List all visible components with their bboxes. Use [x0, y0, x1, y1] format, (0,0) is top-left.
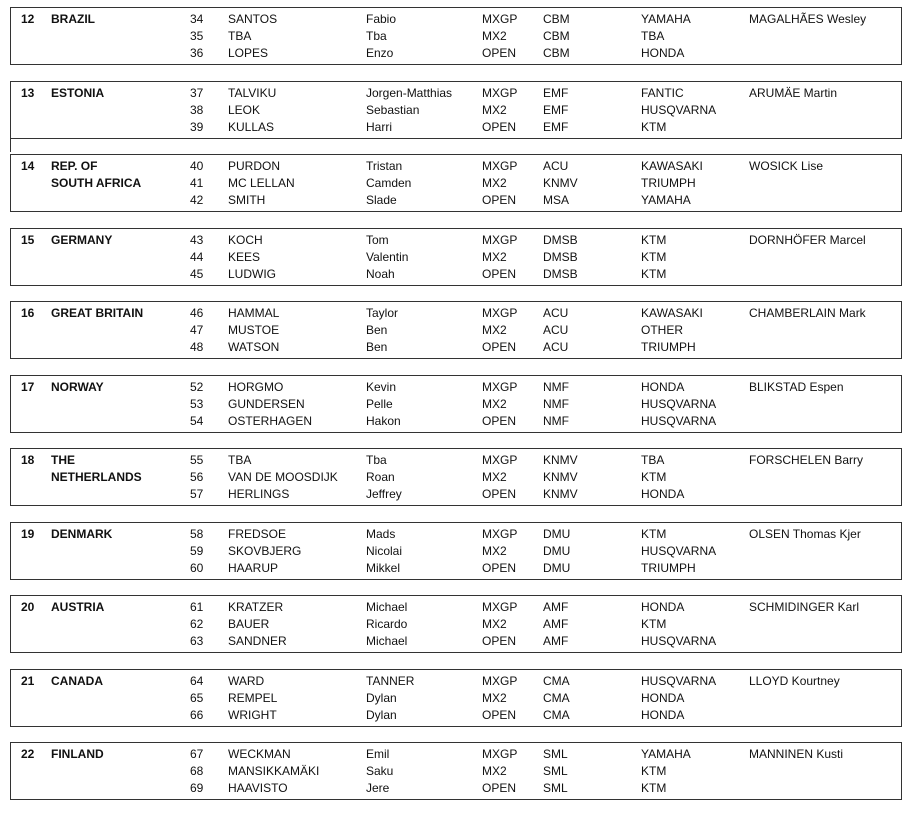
team-nation: NORWAY [51, 379, 104, 394]
rider-last-name: MC LELLAN [228, 176, 295, 190]
rider-class: MX2 [482, 102, 507, 117]
rider-first-name: Valentin [366, 249, 409, 264]
rider-row [11, 690, 901, 707]
rider-first-name: TANNER [366, 673, 415, 688]
team-nation: BRAZIL [51, 12, 95, 26]
rider-federation: DMU [543, 543, 571, 558]
team-manager: WOSICK Lise [749, 159, 824, 173]
team-number: 15 [21, 232, 35, 247]
rider-row [11, 339, 901, 356]
rider-last-name: OSTERHAGEN [228, 413, 313, 428]
rider-first-name: Tristan [366, 159, 403, 173]
rider-bib-number: 37 [190, 85, 204, 100]
rider-federation: EMF [543, 119, 569, 134]
team-number: 22 [21, 747, 35, 761]
rider-first-name: Noah [366, 266, 395, 281]
rider-bib-number: 43 [190, 232, 204, 247]
rider-federation: KNMV [543, 487, 578, 501]
rider-last-name: BAUER [228, 617, 270, 631]
rider-last-name: HORGMO [228, 379, 284, 394]
rider-class: OPEN [482, 707, 517, 722]
rider-last-name: SMITH [228, 193, 266, 207]
rider-bib-number: 64 [190, 673, 204, 688]
rider-row [11, 102, 901, 119]
rider-first-name: Michael [366, 634, 408, 648]
rider-row [11, 249, 901, 266]
rider-motorcycle: TRIUMPH [641, 340, 696, 354]
rider-motorcycle: HONDA [641, 46, 685, 60]
rider-motorcycle: HUSQVARNA [641, 413, 717, 428]
rider-class: MXGP [482, 453, 518, 467]
rider-first-name: Nicolai [366, 543, 403, 558]
rider-row [11, 526, 901, 543]
rider-class: MX2 [482, 617, 507, 631]
rider-first-name: Harri [366, 119, 392, 134]
rider-bib-number: 40 [190, 159, 204, 173]
rider-federation: DMSB [543, 249, 578, 264]
rider-first-name: Jeffrey [366, 487, 402, 501]
rider-motorcycle: HONDA [641, 487, 685, 501]
rider-federation: SML [543, 781, 568, 795]
rider-motorcycle: HONDA [641, 707, 685, 722]
rider-row [11, 413, 901, 430]
rider-class: MXGP [482, 159, 518, 173]
rider-bib-number: 63 [190, 634, 204, 648]
rider-motorcycle: KAWASAKI [641, 306, 703, 320]
team-manager: LLOYD Kourtney [749, 673, 840, 688]
rider-federation: KNMV [543, 453, 578, 467]
team-number: 19 [21, 526, 35, 541]
rider-row [11, 396, 901, 413]
rider-motorcycle: TBA [641, 29, 665, 43]
rider-row [11, 746, 901, 763]
rider-row [11, 11, 901, 28]
stray-vertical-line [10, 139, 11, 152]
team-number: 14 [21, 159, 35, 173]
rider-class: OPEN [482, 193, 517, 207]
team-nation: DENMARK [51, 526, 113, 541]
rider-bib-number: 67 [190, 747, 204, 761]
rider-class: MX2 [482, 249, 507, 264]
rider-class: MX2 [482, 323, 507, 337]
rider-motorcycle: HONDA [641, 690, 685, 705]
rider-first-name: Tom [366, 232, 389, 247]
rider-bib-number: 54 [190, 413, 204, 428]
team-nation: GERMANY [51, 232, 113, 247]
rider-last-name: KULLAS [228, 119, 275, 134]
rider-class: MX2 [482, 176, 507, 190]
rider-class: MXGP [482, 379, 518, 394]
team-nation: AUSTRIA [51, 600, 105, 614]
rider-last-name: TBA [228, 453, 252, 467]
rider-last-name: WECKMAN [228, 747, 291, 761]
rider-class: MXGP [482, 673, 518, 688]
rider-motorcycle: HUSQVARNA [641, 396, 717, 411]
rider-federation: SML [543, 747, 568, 761]
rider-motorcycle: YAMAHA [641, 193, 691, 207]
rider-class: MXGP [482, 526, 518, 541]
rider-class: MX2 [482, 29, 507, 43]
rider-last-name: TBA [228, 29, 252, 43]
rider-last-name: SANTOS [228, 12, 278, 26]
rider-last-name: TALVIKU [228, 85, 277, 100]
rider-last-name: LOPES [228, 46, 269, 60]
rider-class: MXGP [482, 306, 518, 320]
rider-federation: CMA [543, 673, 570, 688]
team-manager: MANNINEN Kusti [749, 747, 844, 761]
rider-class: OPEN [482, 781, 517, 795]
rider-row [11, 158, 901, 175]
rider-federation: DMU [543, 560, 571, 575]
rider-first-name: Dylan [366, 707, 397, 722]
rider-motorcycle: HUSQVARNA [641, 543, 717, 558]
rider-bib-number: 42 [190, 193, 204, 207]
rider-last-name: HAAVISTO [228, 781, 288, 795]
rider-first-name: Jorgen-Matthias [366, 85, 453, 100]
rider-bib-number: 59 [190, 543, 204, 558]
rider-row [11, 28, 901, 45]
rider-last-name: PURDON [228, 159, 281, 173]
rider-last-name: KEES [228, 249, 261, 264]
rider-bib-number: 47 [190, 323, 204, 337]
rider-bib-number: 48 [190, 340, 204, 354]
rider-first-name: Dylan [366, 690, 397, 705]
rider-bib-number: 38 [190, 102, 204, 117]
rider-bib-number: 41 [190, 176, 204, 190]
team-manager: DORNHÖFER Marcel [749, 232, 866, 247]
rider-row [11, 266, 901, 283]
rider-first-name: Enzo [366, 46, 394, 60]
team-block [10, 669, 902, 727]
rider-federation: DMSB [543, 266, 578, 281]
rider-last-name: SKOVBJERG [228, 543, 302, 558]
team-block [10, 81, 902, 139]
rider-last-name: WARD [228, 673, 265, 688]
rider-federation: ACU [543, 306, 569, 320]
rider-class: OPEN [482, 119, 517, 134]
team-nation: CANADA [51, 673, 103, 688]
rider-row [11, 119, 901, 136]
rider-last-name: KRATZER [228, 600, 284, 614]
rider-first-name: Ben [366, 340, 388, 354]
rider-first-name: Michael [366, 600, 408, 614]
rider-motorcycle: OTHER [641, 323, 683, 337]
team-block [10, 595, 902, 653]
rider-row [11, 673, 901, 690]
rider-first-name: Fabio [366, 12, 397, 26]
rider-federation: NMF [543, 396, 569, 411]
rider-last-name: MUSTOE [228, 323, 280, 337]
rider-last-name: REMPEL [228, 690, 278, 705]
rider-bib-number: 57 [190, 487, 204, 501]
team-block [10, 448, 902, 506]
rider-last-name: HERLINGS [228, 487, 290, 501]
rider-bib-number: 45 [190, 266, 204, 281]
rider-last-name: HAARUP [228, 560, 279, 575]
rider-first-name: Mads [366, 526, 396, 541]
rider-first-name: Emil [366, 747, 390, 761]
rider-first-name: Mikkel [366, 560, 401, 575]
rider-row [11, 707, 901, 724]
rider-last-name: WRIGHT [228, 707, 277, 722]
rider-row [11, 560, 901, 577]
team-manager: CHAMBERLAIN Mark [749, 306, 866, 320]
rider-last-name: SANDNER [228, 634, 287, 648]
rider-federation: NMF [543, 413, 569, 428]
rider-motorcycle: KTM [641, 266, 667, 281]
rider-federation: DMSB [543, 232, 578, 247]
rider-class: MX2 [482, 396, 507, 411]
rider-class: MX2 [482, 543, 507, 558]
rider-row [11, 633, 901, 650]
rider-first-name: Tba [366, 29, 387, 43]
rider-row [11, 85, 901, 102]
rider-motorcycle: YAMAHA [641, 747, 691, 761]
rider-motorcycle: TRIUMPH [641, 560, 696, 575]
rider-row [11, 599, 901, 616]
rider-bib-number: 35 [190, 29, 204, 43]
team-manager: FORSCHELEN Barry [749, 453, 864, 467]
rider-first-name: Kevin [366, 379, 397, 394]
rider-class: OPEN [482, 46, 517, 60]
rider-federation: SML [543, 764, 568, 778]
rider-motorcycle: KTM [641, 617, 667, 631]
rider-class: MXGP [482, 85, 518, 100]
rider-federation: ACU [543, 323, 569, 337]
rider-row [11, 780, 901, 797]
rider-motorcycle: KTM [641, 764, 667, 778]
rider-class: OPEN [482, 340, 517, 354]
rider-class: MX2 [482, 470, 507, 484]
rider-first-name: Tba [366, 453, 387, 467]
rider-row [11, 616, 901, 633]
rider-motorcycle: HUSQVARNA [641, 634, 717, 648]
team-nation: THE [51, 453, 75, 467]
rider-first-name: Taylor [366, 306, 399, 320]
team-number: 20 [21, 600, 35, 614]
rider-federation: CBM [543, 12, 570, 26]
rider-class: OPEN [482, 413, 517, 428]
team-nation: REP. OF [51, 159, 98, 173]
rider-last-name: GUNDERSEN [228, 396, 305, 411]
rider-federation: CBM [543, 29, 570, 43]
rider-last-name: KOCH [228, 232, 263, 247]
rider-bib-number: 66 [190, 707, 204, 722]
rider-last-name: MANSIKKAMÄKI [228, 764, 320, 778]
team-nation: GREAT BRITAIN [51, 306, 144, 320]
rider-last-name: WATSON [228, 340, 280, 354]
rider-bib-number: 46 [190, 306, 204, 320]
team-number: 17 [21, 379, 35, 394]
rider-bib-number: 56 [190, 470, 204, 484]
rider-bib-number: 60 [190, 560, 204, 575]
rider-motorcycle: FANTIC [641, 85, 684, 100]
rider-motorcycle: TRIUMPH [641, 176, 696, 190]
rider-row [11, 543, 901, 560]
rider-federation: CBM [543, 46, 570, 60]
rider-first-name: Sebastian [366, 102, 420, 117]
rider-motorcycle: HUSQVARNA [641, 102, 717, 117]
rider-first-name: Saku [366, 764, 394, 778]
rider-bib-number: 53 [190, 396, 204, 411]
rider-row [11, 192, 901, 209]
team-manager: ARUMÄE Martin [749, 85, 838, 100]
rider-motorcycle: HONDA [641, 600, 685, 614]
rider-motorcycle: KTM [641, 470, 667, 484]
rider-first-name: Slade [366, 193, 397, 207]
rider-federation: KNMV [543, 176, 578, 190]
rider-class: MXGP [482, 232, 518, 247]
rider-class: MXGP [482, 600, 518, 614]
rider-bib-number: 44 [190, 249, 204, 264]
rider-bib-number: 61 [190, 600, 204, 614]
rider-first-name: Jere [366, 781, 390, 795]
rider-federation: KNMV [543, 470, 578, 484]
rider-motorcycle: KTM [641, 526, 667, 541]
rider-bib-number: 55 [190, 453, 204, 467]
team-block [10, 522, 902, 580]
rider-federation: AMF [543, 600, 569, 614]
team-nation: FINLAND [51, 747, 104, 761]
team-block [10, 228, 902, 286]
rider-bib-number: 39 [190, 119, 204, 134]
team-nation: SOUTH AFRICA [51, 176, 142, 190]
rider-first-name: Ricardo [366, 617, 408, 631]
rider-last-name: FREDSOE [228, 526, 287, 541]
team-nation: ESTONIA [51, 85, 105, 100]
rider-federation: ACU [543, 159, 569, 173]
rider-motorcycle: HUSQVARNA [641, 673, 717, 688]
rider-motorcycle: KTM [641, 249, 667, 264]
team-number: 16 [21, 306, 35, 320]
rider-federation: EMF [543, 102, 569, 117]
rider-federation: NMF [543, 379, 569, 394]
rider-federation: AMF [543, 634, 569, 648]
team-block [10, 7, 902, 65]
rider-federation: AMF [543, 617, 569, 631]
rider-first-name: Camden [366, 176, 412, 190]
rider-row [11, 452, 901, 469]
rider-bib-number: 34 [190, 12, 204, 26]
rider-last-name: LEOK [228, 102, 261, 117]
team-nation: NETHERLANDS [51, 470, 142, 484]
rider-class: MXGP [482, 12, 518, 26]
rider-row [11, 322, 901, 339]
rider-first-name: Pelle [366, 396, 393, 411]
rider-row [11, 486, 901, 503]
team-manager: OLSEN Thomas Kjer [749, 526, 861, 541]
team-number: 18 [21, 453, 35, 467]
rider-class: OPEN [482, 560, 517, 575]
rider-motorcycle: HONDA [641, 379, 685, 394]
rider-bib-number: 58 [190, 526, 204, 541]
rider-first-name: Roan [366, 470, 395, 484]
rider-bib-number: 36 [190, 46, 204, 60]
rider-row [11, 305, 901, 322]
rider-federation: DMU [543, 526, 571, 541]
team-manager: MAGALHÃES Wesley [749, 12, 867, 26]
rider-class: MX2 [482, 690, 507, 705]
rider-last-name: HAMMAL [228, 306, 280, 320]
rider-bib-number: 62 [190, 617, 204, 631]
rider-bib-number: 68 [190, 764, 204, 778]
rider-bib-number: 52 [190, 379, 204, 394]
rider-last-name: LUDWIG [228, 266, 276, 281]
rider-row [11, 379, 901, 396]
rider-motorcycle: KTM [641, 232, 667, 247]
team-block [10, 301, 902, 359]
rider-row [11, 175, 901, 192]
team-block [10, 742, 902, 800]
rider-first-name: Ben [366, 323, 388, 337]
rider-motorcycle: KTM [641, 119, 667, 134]
rider-first-name: Hakon [366, 413, 401, 428]
team-number: 12 [21, 12, 35, 26]
team-manager: SCHMIDINGER Karl [749, 600, 860, 614]
rider-row [11, 45, 901, 62]
team-number: 21 [21, 673, 35, 688]
rider-last-name: VAN DE MOOSDIJK [228, 470, 338, 484]
team-entry-list [10, 7, 902, 816]
rider-motorcycle: YAMAHA [641, 12, 691, 26]
team-block [10, 154, 902, 212]
rider-class: MX2 [482, 764, 507, 778]
team-number: 13 [21, 85, 35, 100]
rider-motorcycle: KTM [641, 781, 667, 795]
rider-row [11, 469, 901, 486]
rider-federation: ACU [543, 340, 569, 354]
rider-class: OPEN [482, 634, 517, 648]
rider-class: MXGP [482, 747, 518, 761]
rider-class: OPEN [482, 487, 517, 501]
rider-row [11, 763, 901, 780]
team-block [10, 375, 902, 433]
rider-row [11, 232, 901, 249]
rider-federation: CMA [543, 707, 570, 722]
rider-motorcycle: KAWASAKI [641, 159, 703, 173]
rider-federation: CMA [543, 690, 570, 705]
rider-federation: EMF [543, 85, 569, 100]
rider-bib-number: 65 [190, 690, 204, 705]
team-manager: BLIKSTAD Espen [749, 379, 844, 394]
rider-federation: MSA [543, 193, 570, 207]
rider-bib-number: 69 [190, 781, 204, 795]
rider-class: OPEN [482, 266, 517, 281]
rider-motorcycle: TBA [641, 453, 665, 467]
